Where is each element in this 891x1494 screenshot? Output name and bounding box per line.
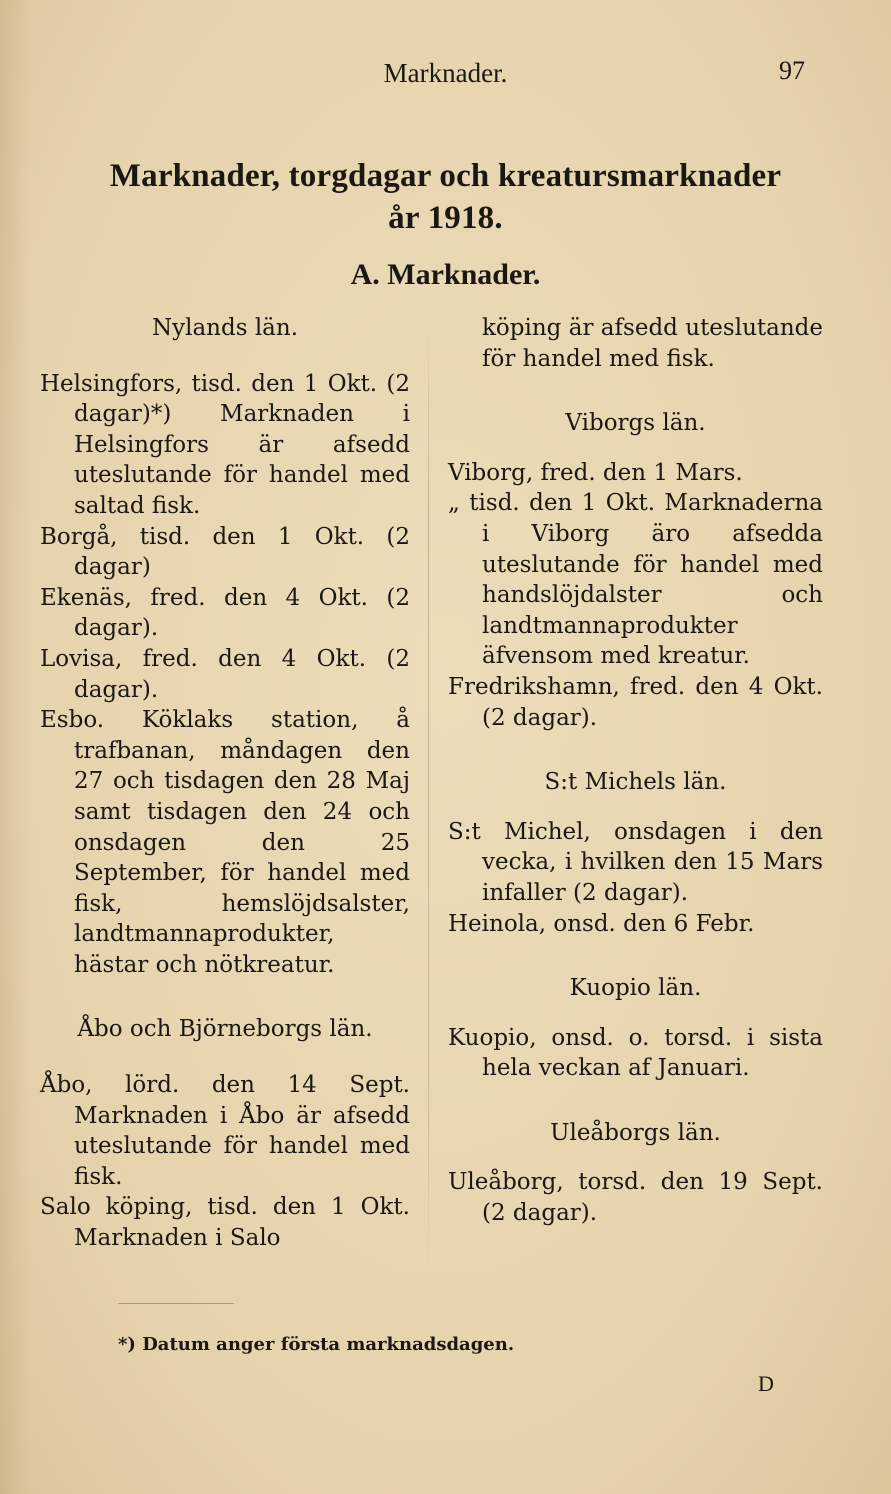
- main-title-line-1: Marknader, torgdagar och kreatursmarknader: [109, 158, 782, 194]
- entry-viborg-mars: Viborg, fred. den 1 Mars.: [448, 459, 743, 486]
- entry-uleaborg: Uleåborg, torsd. den 19 Sept. (2 dagar).: [448, 1169, 823, 1227]
- heading-nylands: Nylands län.: [151, 315, 299, 341]
- footnote: *) Datum anger första marknadsdagen.: [118, 1334, 515, 1355]
- heading-uleaborgs: Uleåborgs län.: [550, 1119, 721, 1146]
- entry-st-michel: S:t Michel, onsdagen i den vecka, i hvilken den 15 Mars infaller (2 dagar).: [448, 818, 823, 906]
- page-number: 97: [779, 56, 805, 85]
- entry-helsingfors: Helsingfors, tisd. den 1 Okt. (2 dagar)*) Marknaden i Helsingfors är afsedd uteslutande för handel med saltad fisk.: [40, 370, 410, 519]
- entry-esbo: Esbo. Köklaks station, å trafbanan, måndagen den 27 och tisdagen den 28 Maj samt tisdagen den 24 och onsdagen den 25 September, för handel med fisk, hemslöjdsalster, landtmannaprodukter, hästar och nötkreatur.: [40, 707, 410, 978]
- entry-viborg-okt: „ tisd. den 1 Okt. Marknaderna i Viborg äro afsedda uteslutande för handel med handslöjdalster och landtmannaprodukter äfvensom med kreatur.: [448, 490, 823, 670]
- signature-mark: D: [758, 1371, 774, 1396]
- running-header: [0, 56, 891, 90]
- entry-kuopio: Kuopio, onsd. o. torsd. i sista hela veckan af Januari.: [448, 1024, 823, 1082]
- entry-abo: Åbo, lörd. den 14 Sept. Marknaden i Åbo är afsedd uteslutande för handel med fisk.: [40, 1072, 410, 1190]
- right-column: [448, 313, 823, 1229]
- heading-st-michels: S:t Michels län.: [544, 769, 727, 796]
- running-title: Marknader.: [383, 58, 508, 88]
- heading-viborgs: Viborgs län.: [565, 410, 706, 437]
- main-title-line-2: år 1918.: [388, 200, 503, 236]
- column-divider: [428, 320, 429, 1280]
- section-title: A. Marknader.: [350, 258, 541, 291]
- heading-kuopio: Kuopio län.: [569, 975, 702, 1002]
- entry-ekenas: Ekenäs, fred. den 4 Okt. (2 dagar).: [40, 584, 410, 642]
- footnote-rule: [118, 1303, 234, 1304]
- page-fold-shading: [0, 0, 30, 1494]
- main-title: [40, 155, 851, 239]
- entry-lovisa: Lovisa, fred. den 4 Okt. (2 dagar).: [40, 645, 410, 703]
- entry-borga: Borgå, tisd. den 1 Okt. (2 dagar): [40, 523, 410, 581]
- left-column: [40, 313, 410, 1254]
- continuation-salo: köping är afsedd uteslutande för handel med fisk.: [482, 315, 823, 372]
- entry-fredrikshamn: Fredrikshamn, fred. den 4 Okt. (2 dagar).: [448, 673, 823, 731]
- heading-abo-bjorneborg: Åbo och Björneborgs län.: [77, 1016, 373, 1043]
- entry-heinola: Heinola, onsd. den 6 Febr.: [448, 910, 755, 937]
- entry-salo: Salo köping, tisd. den 1 Okt. Marknaden i Salo: [40, 1194, 410, 1252]
